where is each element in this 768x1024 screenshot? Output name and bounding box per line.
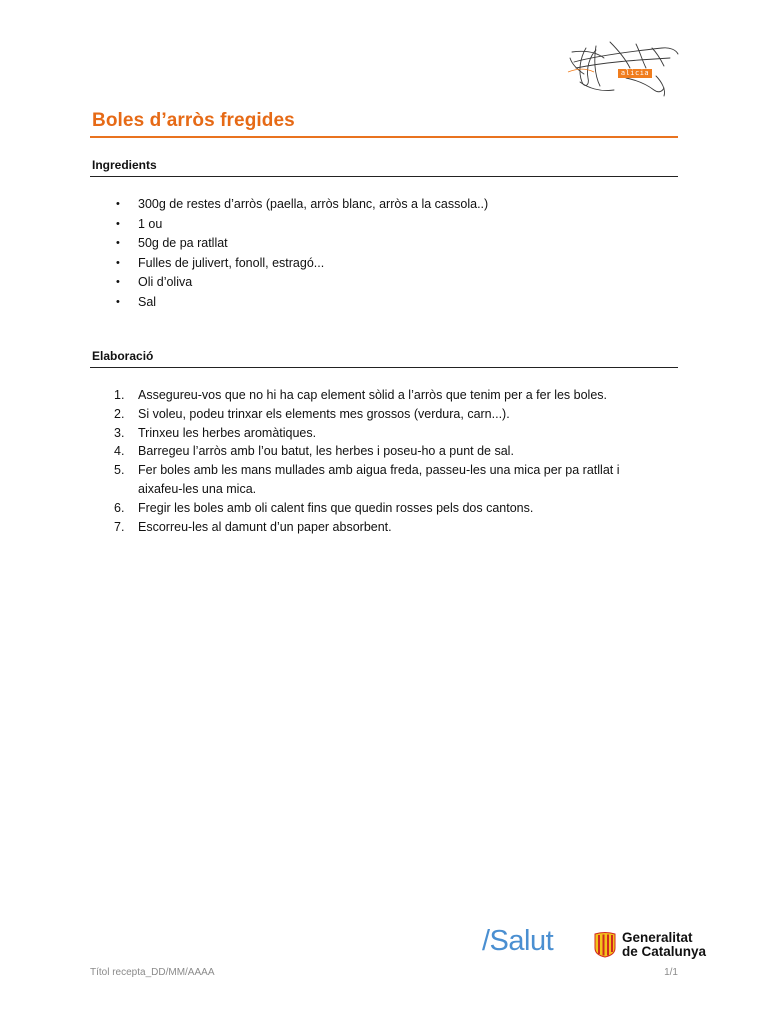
ingredient-text: Fulles de julivert, fonoll, estragó... bbox=[138, 255, 325, 270]
elaboration-rule bbox=[90, 367, 678, 368]
steps-list bbox=[92, 386, 652, 536]
step-item bbox=[92, 386, 652, 405]
step-item bbox=[92, 499, 652, 518]
alicia-logo bbox=[566, 38, 684, 100]
bullet-icon: • bbox=[116, 237, 120, 249]
step-item bbox=[92, 461, 652, 499]
ingredient-item bbox=[92, 234, 488, 254]
footer-page-number: 1/1 bbox=[664, 967, 678, 978]
bullet-icon: • bbox=[116, 256, 120, 269]
ingredient-item bbox=[92, 215, 488, 235]
step-number: 6. bbox=[114, 500, 125, 515]
bullet-icon: • bbox=[116, 217, 120, 230]
step-item bbox=[92, 405, 652, 424]
ingredient-item bbox=[92, 273, 488, 293]
step-number: 2. bbox=[114, 406, 125, 421]
generalitat-wordmark bbox=[622, 931, 706, 959]
step-number: 5. bbox=[114, 463, 125, 478]
step-number: 1. bbox=[114, 388, 125, 402]
bullet-icon: • bbox=[116, 276, 120, 288]
bullet-icon: • bbox=[116, 198, 120, 210]
generalitat-line-2: de Catalunya bbox=[622, 944, 707, 959]
ingredient-text: Sal bbox=[138, 294, 157, 309]
ingredient-text: Oli d’oliva bbox=[138, 275, 193, 289]
generalitat-logo bbox=[594, 930, 710, 962]
step-item bbox=[92, 442, 652, 461]
ingredient-text: 50g de pa ratllat bbox=[138, 236, 228, 250]
ingredient-text: 1 ou bbox=[138, 216, 163, 231]
step-item bbox=[92, 518, 652, 537]
step-number: 4. bbox=[114, 444, 125, 459]
ingredient-item bbox=[92, 293, 488, 313]
ingredients-heading: Ingredients bbox=[92, 158, 157, 172]
step-number: 3. bbox=[114, 425, 125, 440]
step-item bbox=[92, 424, 652, 443]
senyera-emblem-icon bbox=[594, 932, 616, 958]
step-text: Trinxeu les herbes aromàtiques. bbox=[138, 425, 317, 440]
ingredient-item bbox=[92, 195, 488, 215]
bullet-icon: • bbox=[116, 295, 120, 308]
step-text: Escorreu-les al damunt d’un paper absorbent. bbox=[138, 519, 392, 534]
salut-logo: /Salut bbox=[482, 925, 554, 957]
generalitat-line-1: Generalitat bbox=[622, 930, 693, 945]
elaboration-heading: Elaboració bbox=[92, 349, 154, 363]
step-text: Assegureu-vos que no hi ha cap element sòlid a l’arròs que tenim per a fer les boles. bbox=[138, 388, 608, 402]
step-text: Fregir les boles amb oli calent fins que quedin rosses pels dos cantons. bbox=[138, 500, 534, 515]
ingredient-item bbox=[92, 254, 488, 274]
footer-doc-label: Títol recepta_DD/MM/AAAA bbox=[90, 967, 215, 978]
step-text: Fer boles amb les mans mullades amb aigua freda, passeu-les una mica per pa ratllat i aixafeu-les una mica. bbox=[138, 463, 620, 496]
recipe-title: Boles d’arròs fregides bbox=[92, 110, 295, 131]
step-text: Si voleu, podeu trinxar els elements mes grossos (verdura, carn...). bbox=[138, 406, 510, 421]
title-underline bbox=[90, 136, 678, 138]
ingredient-text: 300g de restes d’arròs (paella, arròs blanc, arròs a la cassola..) bbox=[138, 197, 489, 211]
step-text: Barregeu l’arròs amb l’ou batut, les herbes i poseu-ho a punt de sal. bbox=[138, 444, 514, 459]
step-number: 7. bbox=[114, 519, 125, 534]
ingredients-list bbox=[92, 195, 488, 312]
logo-word: alicia bbox=[618, 69, 652, 78]
ingredients-rule bbox=[90, 176, 678, 177]
